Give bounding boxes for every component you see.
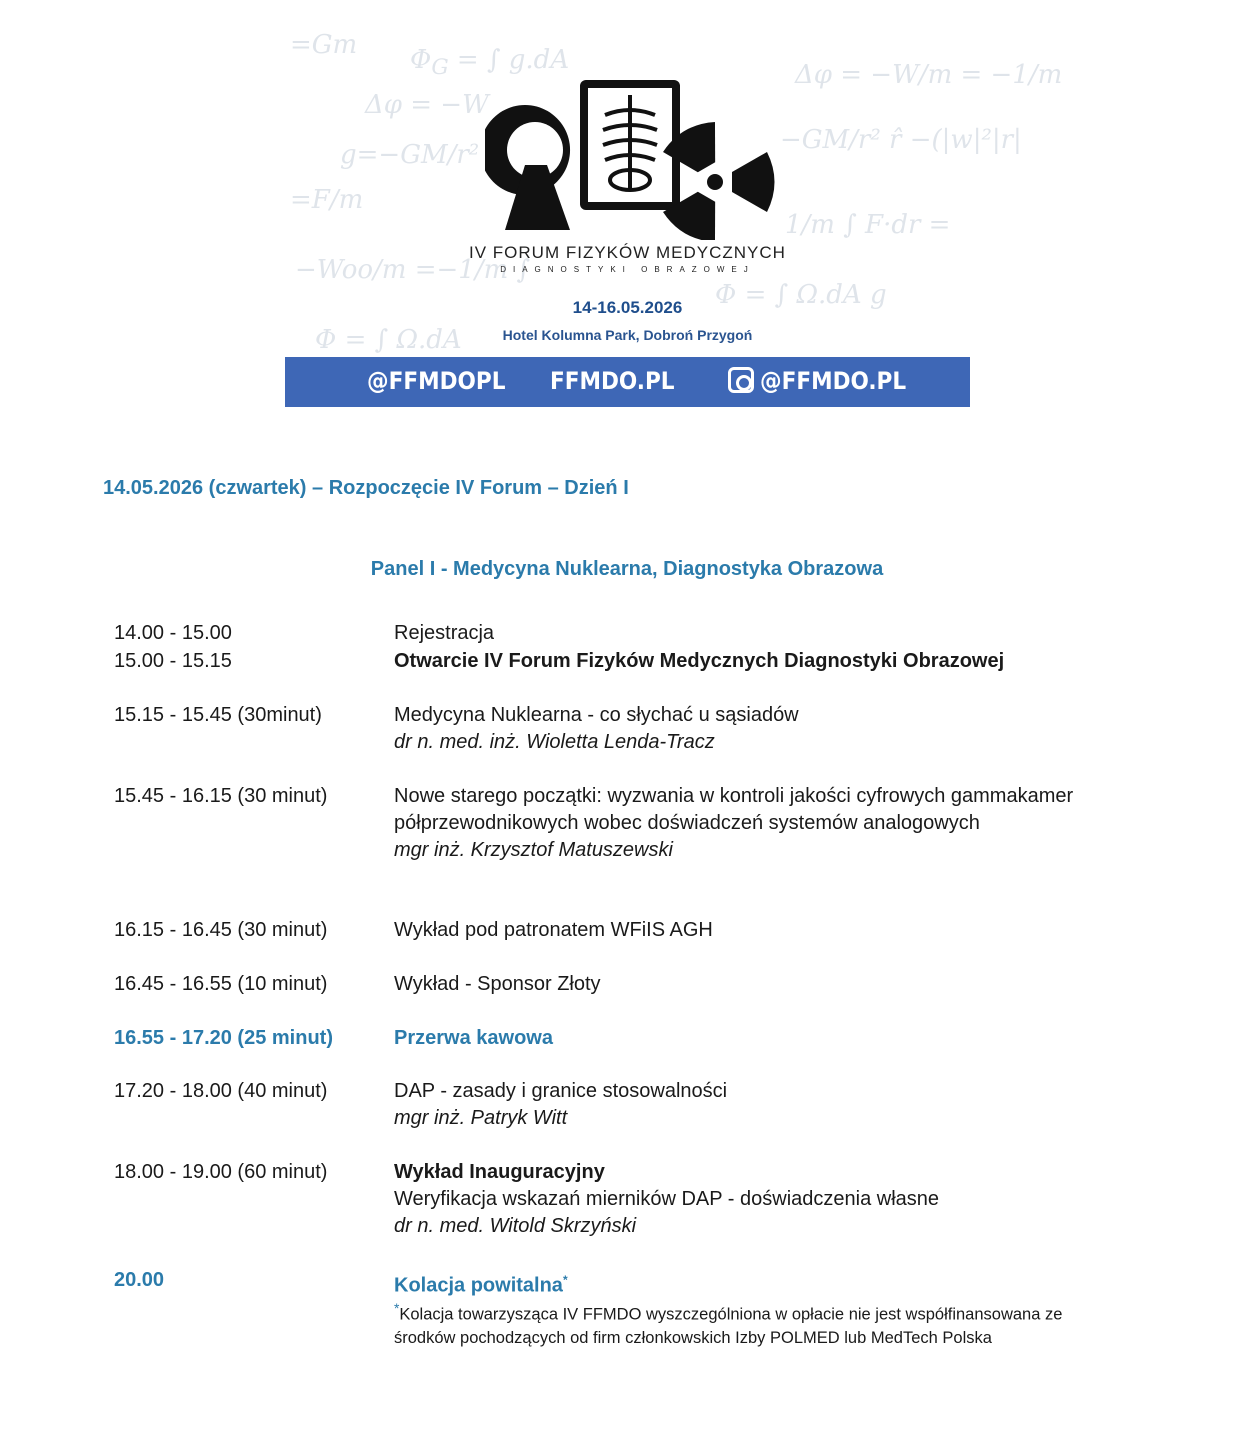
session-item [394,1159,1134,1240]
session-title: Wykład pod patronatem WFiIS AGH [394,919,713,941]
session-item [394,1267,1134,1300]
session-title: Przerwa kawowa [394,1027,553,1049]
time-slot: 15.00 - 15.15 [114,650,232,672]
time-slot: 18.00 - 19.00 (60 minut) [114,1161,328,1183]
panel-heading: Panel I - Medycyna Nuklearna, Diagnostyka Obrazowa [370,558,884,580]
time-slot: 17.20 - 18.00 (40 minut) [114,1080,328,1102]
footnote-mark: * [394,1301,400,1316]
website: FFMDO.PL [550,367,675,395]
footnote-mark: * [562,1273,568,1287]
instagram-icon [728,367,754,393]
session-item [394,783,1124,864]
time-slot: 14.00 - 15.00 [114,622,232,644]
session-label: Wykład Inauguracyjny [394,1161,605,1183]
footnote-text: Kolacja towarzysząca IV FFMDO wyszczególniona w opłacie nie jest współfinansowana ze środków pochodzących od firm członkowskich Izby POLMED lub MedTech Polska [394,1305,1063,1347]
social-bar [285,357,970,407]
banner-venue: Hotel Kolumna Park, Dobroń Przygoń [502,327,753,343]
speaker: dr n. med. Witold Skrzyński [394,1215,637,1237]
time-slot: 16.45 - 16.55 (10 minut) [114,973,328,995]
speaker: mgr inż. Krzysztof Matuszewski [394,839,673,861]
speaker: dr n. med. inż. Wioletta Lenda-Tracz [394,731,715,753]
session-title: Nowe starego początki: wyzwania w kontroli jakości cyfrowych gammakamer półprzewodnikowych wobec doświadczeń systemów analogowych [394,785,1074,834]
banner-subtitle: DIAGNOSTYKI OBRAZOWEJ [500,265,755,274]
banner-dates: 14-16.05.2026 [572,298,683,317]
session-title: Kolacja powitalna [394,1274,563,1297]
session-title: Otwarcie IV Forum Fizyków Medycznych Diagnostyki Obrazowej [394,650,1005,672]
session-title: DAP - zasady i granice stosowalności [394,1080,728,1102]
time-slot: 15.45 - 16.15 (30 minut) [114,785,328,807]
time-slot: 16.55 - 17.20 (25 minut) [114,1027,333,1049]
speaker: mgr inż. Patryk Witt [394,1107,568,1129]
time-slot: 16.15 - 16.45 (30 minut) [114,919,328,941]
session-item [394,1078,1134,1132]
conference-banner: =Gm $\Phi_G$ = ∫ g.dA Δφ = −W/m = −1/m Δφ = −W g=−GM/r² −GM/r² r̂ −(|w|²|r| =F/m −Woo/m =−1/m ∫ 1/m ∫ F·dr = Φ = ∫ Ω.dA g Φ = ∫ Ω.dA IV FORUM FIZYKÓW MEDYCZNYCH DIAGNOSTYKI OBRAZOWEJ 14-16.05.2026 Hotel Kolumna Park, Dobroń Przygoń @FFMDOPL FFMDO.PL @FFMDO.PL [285,25,970,415]
time-slot: 15.15 - 15.45 (30minut) [114,704,322,726]
session-title: Rejestracja [394,622,495,644]
day-heading: 14.05.2026 (czwartek) – Rozpoczęcie IV Forum – Dzień I [103,477,629,499]
banner-title: IV FORUM FIZYKÓW MEDYCZNYCH [469,243,786,262]
session-title: Wykład - Sponsor Złoty [394,973,601,995]
footnote [394,1297,1124,1350]
medical-imaging-logo [485,80,775,240]
twitter-handle: @FFMDOPL [367,367,506,395]
time-slot: 20.00 [114,1269,165,1291]
session-title: Medycyna Nuklearna - co słychać u sąsiadów [394,704,799,726]
session-item [394,702,1134,756]
session-title: Weryfikacja wskazań mierników DAP - doświadczenia własne [394,1188,940,1210]
instagram-handle: @FFMDO.PL [760,367,907,395]
